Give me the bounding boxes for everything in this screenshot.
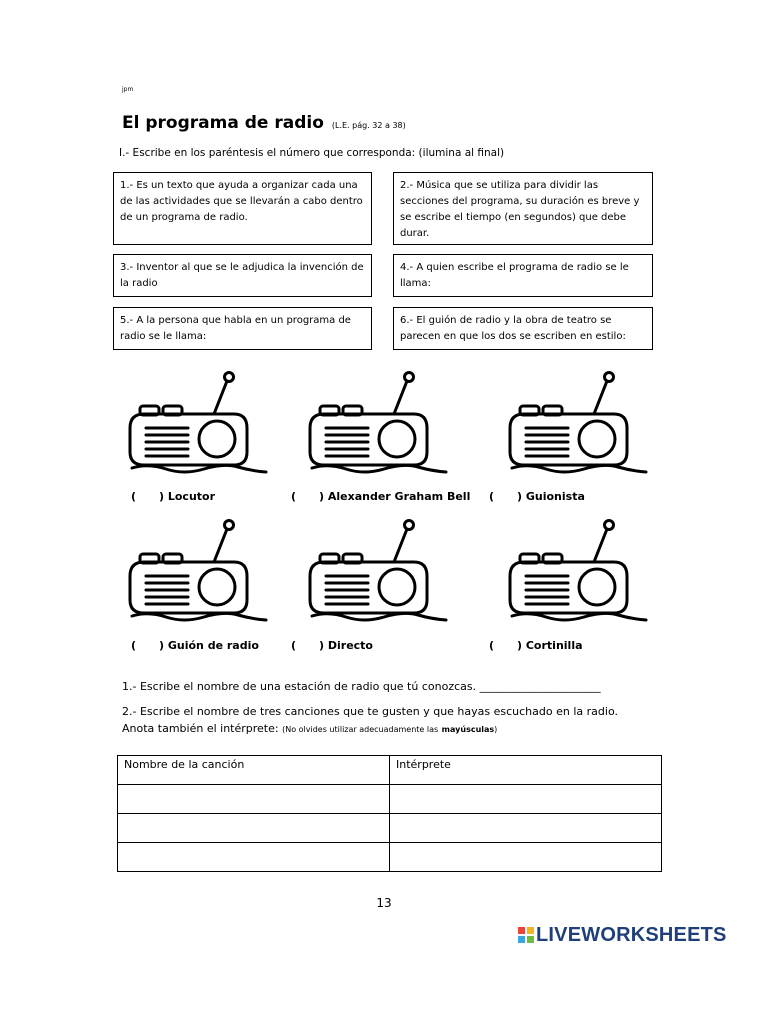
table-row xyxy=(118,814,662,843)
instruction: I.- Escribe en los paréntesis el número que corresponda: (ilumina al final) xyxy=(119,147,505,159)
radio-icon xyxy=(506,368,651,480)
title-reference: (L.E. pág. 32 a 38) xyxy=(331,121,406,130)
answer-label-locutor: ( ) Locutor xyxy=(131,490,216,503)
songs-table xyxy=(117,755,662,872)
liveworksheets-logo-icon xyxy=(518,927,534,943)
definition-box-6: 6.- El guión de radio y la obra de teatro se parecen en que los dos se escriben en estilo: xyxy=(393,307,653,350)
performer-cell[interactable] xyxy=(390,843,662,872)
question-2-note-bold: mayúsculas xyxy=(441,725,495,734)
answer-label-alexander-graham-bell: ( ) Alexander Graham Bell xyxy=(291,490,471,503)
song-cell[interactable] xyxy=(118,814,390,843)
answer-label-cortinilla: ( ) Cortinilla xyxy=(489,639,583,652)
definition-box-2: 2.- Música que se utiliza para dividir las secciones del programa, su duración es breve y se escribe el tiempo (en segundos) que debe durar. xyxy=(393,172,653,245)
radio-icon xyxy=(306,368,451,480)
definition-box-4: 4.- A quien escribe el programa de radio se le llama: xyxy=(393,254,653,297)
definition-box-1: 1.- Es un texto que ayuda a organizar cada una de las actividades que se llevarán a cabo dentro de un programa de radio. xyxy=(113,172,372,245)
question-2-note: (No olvides utilizar adecuadamente las xyxy=(282,725,439,734)
song-cell[interactable] xyxy=(118,785,390,814)
liveworksheets-logo-text: LIVEWORKSHEETS xyxy=(536,924,727,946)
question-2-note-end: ) xyxy=(494,725,498,734)
definition-box-5: 5.- A la persona que habla en un programa de radio se le llama: xyxy=(113,307,372,350)
performer-cell[interactable] xyxy=(390,785,662,814)
performer-cell[interactable] xyxy=(390,814,662,843)
song-cell[interactable] xyxy=(118,843,390,872)
answer-label-guionista: ( ) Guionista xyxy=(489,490,585,503)
radio-icon xyxy=(126,516,271,628)
question-1: 1.- Escribe el nombre de una estación de radio que tú conozcas. ______________________ xyxy=(122,680,601,693)
table-header-row xyxy=(118,756,662,785)
column-header-performer: Intérprete xyxy=(390,756,662,785)
table-row xyxy=(118,785,662,814)
question-2-line-1: 2.- Escribe el nombre de tres canciones que te gusten y que hayas escuchado en la radio. xyxy=(122,705,618,718)
page-number: 13 xyxy=(376,896,392,910)
radio-icon xyxy=(306,516,451,628)
liveworksheets-logo xyxy=(518,924,727,947)
question-2-line-2 xyxy=(122,722,497,735)
radio-icon xyxy=(506,516,651,628)
table-row xyxy=(118,843,662,872)
answer-label-directo: ( ) Directo xyxy=(291,639,373,652)
answer-label-guion-de-radio: ( ) Guión de radio xyxy=(131,639,259,652)
header-tag: jpm xyxy=(122,86,134,93)
question-2-prompt: Anota también el intérprete: xyxy=(122,722,279,735)
radio-icon xyxy=(126,368,271,480)
title-main: El programa de radio xyxy=(122,113,324,133)
column-header-song: Nombre de la canción xyxy=(118,756,390,785)
page-title xyxy=(122,113,406,133)
definition-box-3: 3.- Inventor al que se le adjudica la invención de la radio xyxy=(113,254,372,297)
